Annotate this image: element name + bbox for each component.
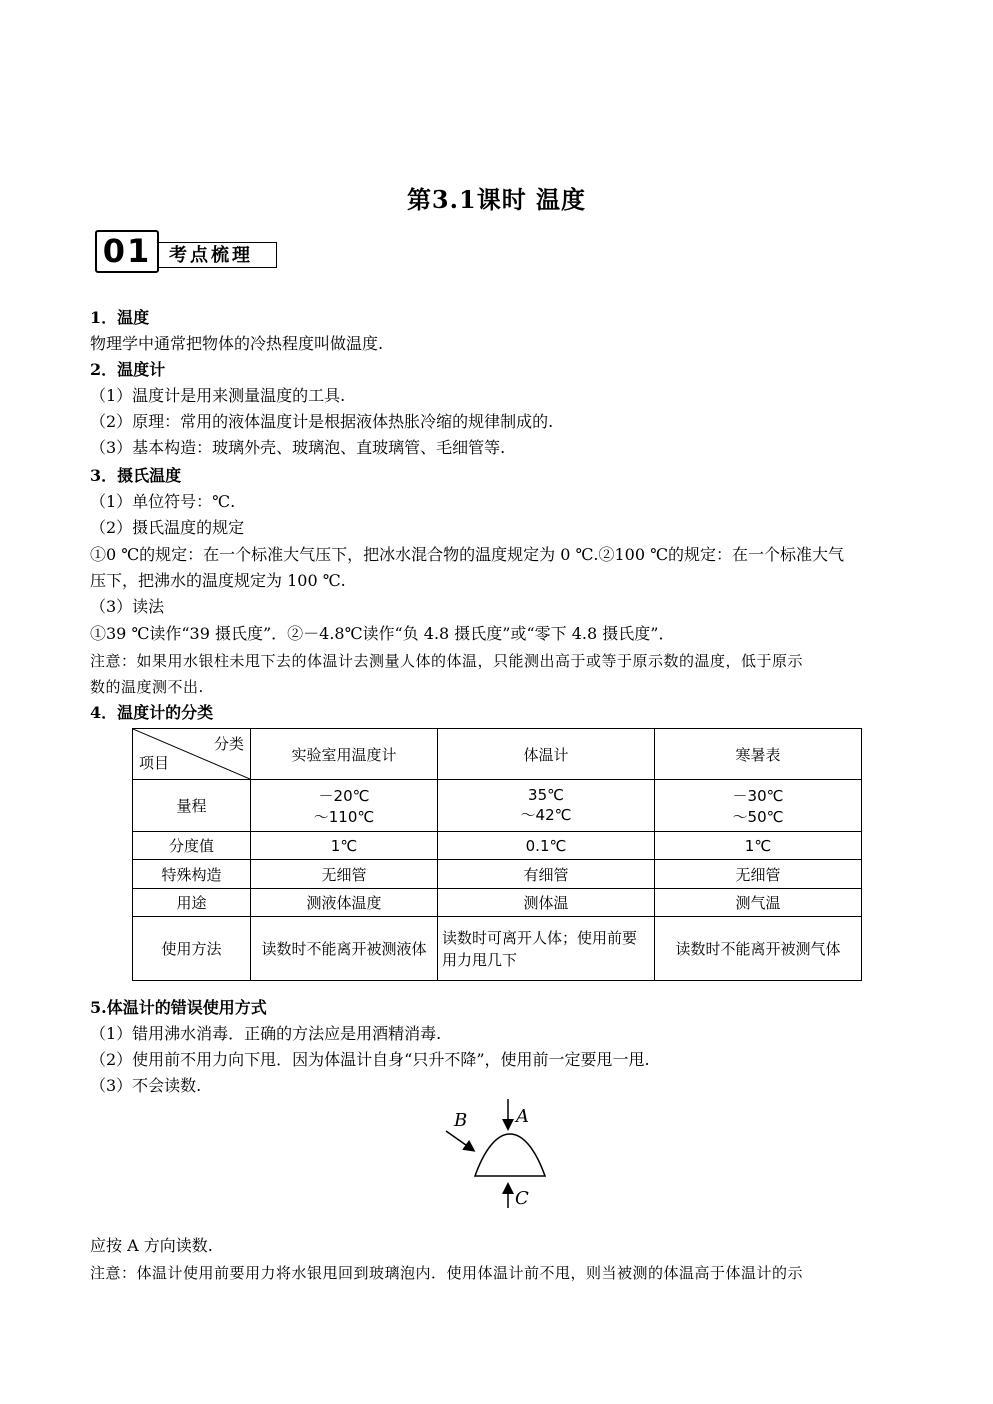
section-5-item: （2）使用前不用力向下甩．因为体温计自身“只升不降”，使用前一定要甩一甩. — [90, 1050, 650, 1069]
table-corner-cell — [133, 729, 251, 780]
table-cell: 有细管 — [438, 860, 655, 889]
label-b: B — [454, 1110, 468, 1131]
table-cell: 1℃ — [655, 832, 862, 860]
section-2-item: （3）基本构造：玻璃外壳、玻璃泡、直玻璃管、毛细管等. — [90, 438, 506, 457]
thermometer-classification-table — [132, 728, 862, 981]
section-5-item: （3）不会读数. — [90, 1076, 202, 1095]
section-2-item: （1）温度计是用来测量温度的工具. — [90, 386, 346, 405]
thermometer-cross-section — [475, 1134, 545, 1176]
section-1-text: 物理学中通常把物体的冷热程度叫做温度. — [90, 334, 384, 353]
section-5-note: 注意：体温计使用前要用力将水银甩回到玻璃泡内．使用体温计前不甩，则当被测的体温高于体温计的示 — [90, 1264, 804, 1282]
arrow-b — [446, 1131, 473, 1150]
label-c: C — [515, 1188, 529, 1209]
section-badge — [95, 230, 281, 271]
table-row — [133, 860, 862, 889]
section-3-note: 数的温度测不出. — [90, 678, 204, 696]
table-row-label: 使用方法 — [133, 917, 251, 981]
section-3-heading: 3．摄氏温度 — [90, 466, 182, 485]
section-3-item: （1）单位符号：℃. — [90, 492, 236, 511]
table-column-header: 体温计 — [438, 729, 655, 780]
table-cell: 1℃ — [251, 832, 438, 860]
table-column-header: 实验室用温度计 — [251, 729, 438, 780]
section-5-item: （1）错用沸水消毒．正确的方法应是用酒精消毒. — [90, 1024, 442, 1043]
table-row-label: 特殊构造 — [133, 860, 251, 889]
section-2-heading: 2．温度计 — [90, 360, 166, 379]
table-cell: －30℃ ～50℃ — [655, 780, 862, 832]
table-cell: 读数时不能离开被测气体 — [655, 917, 862, 981]
table-cell: 测体温 — [438, 889, 655, 917]
table-row-label: 量程 — [133, 780, 251, 832]
table-row-label: 分度值 — [133, 832, 251, 860]
table-column-header: 寒暑表 — [655, 729, 862, 780]
section-3-read-text: ①39 ℃读作“39 摄氏度”．②－4.8℃读作“负 4.8 摄氏度”或“零下 4.8 摄氏度”． — [90, 624, 675, 643]
table-cell: 无细管 — [251, 860, 438, 889]
table-header-row — [133, 729, 862, 780]
table-cell: 0.1℃ — [438, 832, 655, 860]
section-1-heading: 1．温度 — [90, 308, 150, 327]
table-cell: 无细管 — [655, 860, 862, 889]
section-3-read-heading: （3）读法 — [90, 597, 165, 616]
table-cell: 35℃ ～42℃ — [438, 780, 655, 832]
table-cell: －20℃ ～110℃ — [251, 780, 438, 832]
corner-label-item: 项目 — [139, 754, 170, 772]
section-2-item: （2）原理：常用的液体温度计是根据液体热胀冷缩的规律制成的. — [90, 412, 554, 431]
section-3-note: 注意：如果用水银柱未甩下去的体温计去测量人体的体温，只能测出高于或等于原示数的温度，低于原示 — [90, 652, 804, 670]
page-title: 第3.1课时 温度 — [406, 185, 587, 214]
section-3-rule: 压下，把沸水的温度规定为 100 ℃. — [90, 571, 346, 590]
table-row — [133, 889, 862, 917]
table-row — [133, 780, 862, 832]
table-row — [133, 832, 862, 860]
section-4-heading: 4．温度计的分类 — [90, 703, 214, 722]
table-cell: 测气温 — [655, 889, 862, 917]
table-cell: 读数时可离开人体；使用前要 用力甩几下 — [438, 917, 655, 981]
corner-label-category: 分类 — [213, 735, 244, 753]
badge-label: 考点梳理 — [157, 242, 277, 268]
badge-number: 01 — [95, 230, 159, 273]
section-3-item: （2）摄氏温度的规定 — [90, 518, 245, 537]
section-5-read-direction: 应按 A 方向读数. — [90, 1236, 213, 1255]
table-cell: 测液体温度 — [251, 889, 438, 917]
table-cell: 读数时不能离开被测液体 — [251, 917, 438, 981]
section-3-rule: ①0 ℃的规定：在一个标准大气压下，把冰水混合物的温度规定为 0 ℃.②100 ℃的规定：在一个标准大气 — [90, 545, 845, 564]
table-row — [133, 917, 862, 981]
table-row-label: 用途 — [133, 889, 251, 917]
section-5-heading: 5.体温计的错误使用方式 — [90, 998, 267, 1017]
label-a: A — [516, 1106, 529, 1127]
reading-direction-diagram — [440, 1095, 560, 1215]
